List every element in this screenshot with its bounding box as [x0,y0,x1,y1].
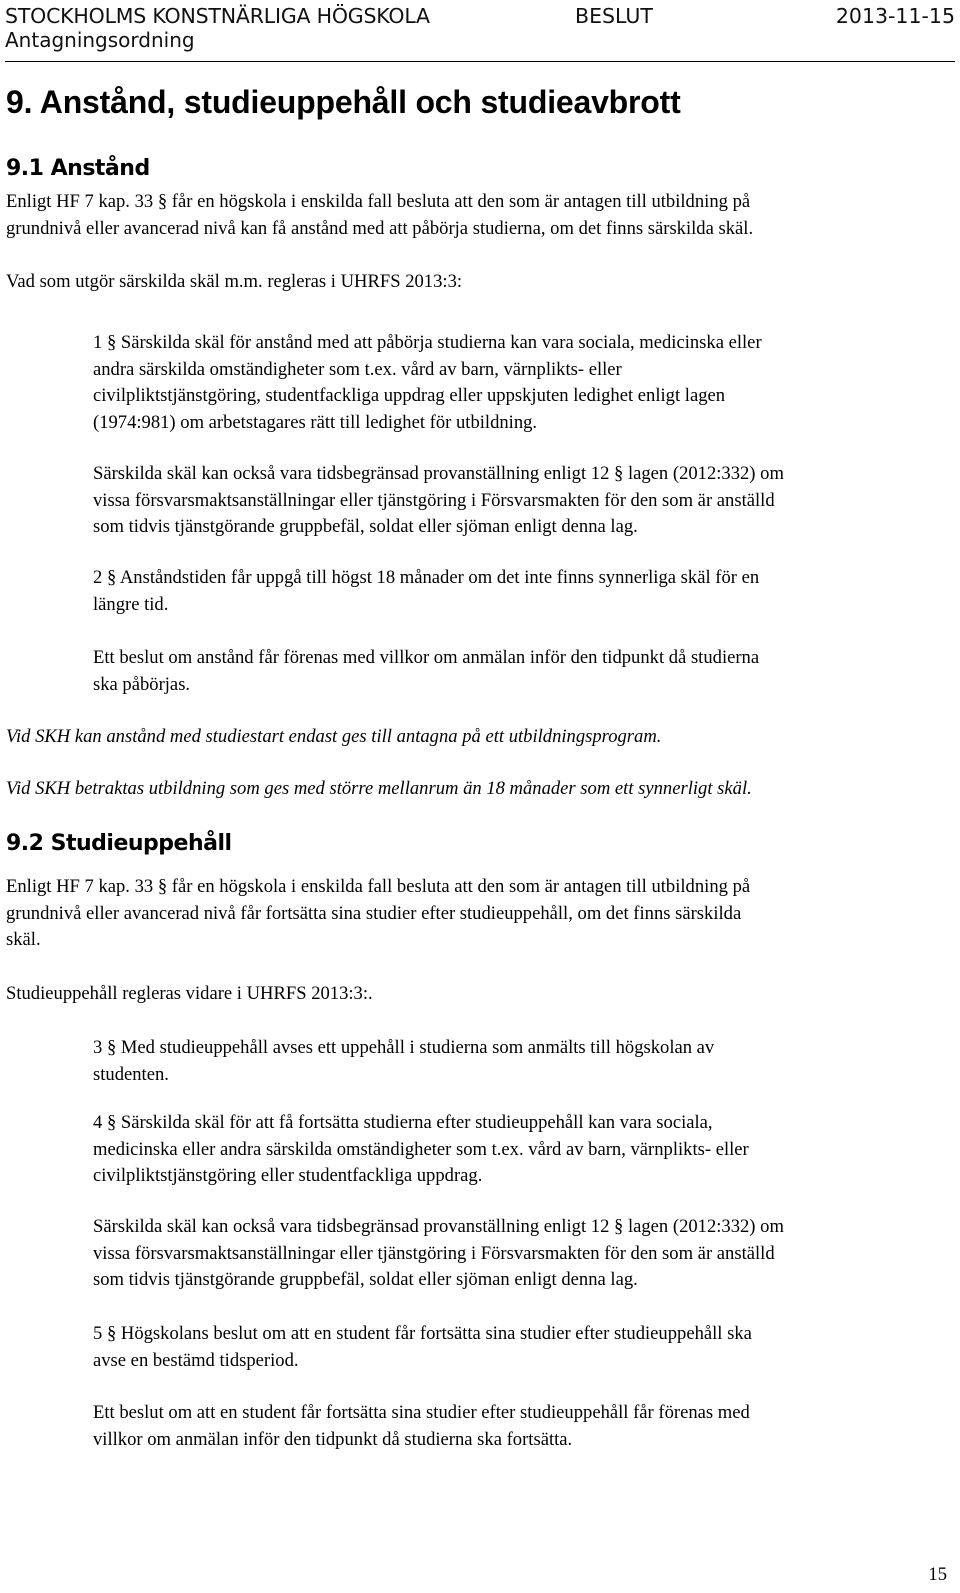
page-number: 15 [928,1564,947,1585]
document-type: Antagningsordning [5,28,195,52]
quoted-paragraph: Särskilda skäl kan också vara tidsbegränsad provanställning enligt 12 § lagen (2012:332) om vissa försvarsmaktsanställningar eller tjänstgöring i Försvarsmakten för den som är anställd som tidvis tjänstgörande gruppbefäl, soldat eller sjöman enligt denna lag. [93,1216,784,1290]
paragraph: Enligt HF 7 kap. 33 § får en högskola i enskilda fall besluta att den som är antagen till utbildning på grundnivå eller avancerad nivå får fortsätta sina studier efter studieuppehåll, om det finns särskilda skäl. [6,876,751,950]
document-date: 2013-11-15 [835,4,955,28]
quoted-paragraph: 4 § Särskilda skäl för att få fortsätta studierna efter studieuppehåll kan vara sociala, medicinska eller andra särskilda omständigheter som t.ex. vård av barn, värnplikts- eller civilpliktstjänstgöring eller studentfackliga uppdrag. [93,1112,749,1186]
paragraph: Studieuppehåll regleras vidare i UHRFS 2013:3:. [6,983,373,1004]
quoted-paragraph: 3 § Med studieuppehåll avses ett uppehåll i studierna som anmälts till högskolan av studenten. [93,1037,715,1085]
paragraph: Enligt HF 7 kap. 33 § får en högskola i enskilda fall besluta att den som är antagen till utbildning på grundnivå eller avancerad nivå kan få anstånd med att påbörja studierna, om det finns särskilda skäl. [6,191,754,239]
skh-note: Vid SKH kan anstånd med studiestart endast ges till antagna på ett utbildningsprogram. [6,726,662,747]
institution-name: STOCKHOLMS KONSTNÄRLIGA HÖGSKOLA [5,4,430,28]
quoted-paragraph: Ett beslut om anstånd får förenas med villkor om anmälan inför den tidpunkt då studierna ska påbörjas. [93,647,760,695]
section-heading-anstand: 9.1 Anstånd [6,156,150,181]
section-heading-studieuppehall: 9.2 Studieuppehåll [6,831,232,856]
quoted-paragraph: Särskilda skäl kan också vara tidsbegränsad provanställning enligt 12 § lagen (2012:332) om vissa försvarsmaktsanställningar eller tjänstgöring i Försvarsmakten för den som är anställd som tidvis tjänstgörande gruppbefäl, soldat eller sjöman enligt denna lag. [93,463,784,537]
skh-note: Vid SKH betraktas utbildning som ges med större mellanrum än 18 månader som ett synnerligt skäl. [6,778,752,799]
quoted-paragraph: 1 § Särskilda skäl för anstånd med att påbörja studierna kan vara sociala, medicinska eller andra särskilda omständigheter som t.ex. vård av barn, värnplikts- eller civilpliktstjänstgöring, studentfackliga uppdrag eller uppskjuten ledighet enligt lagen (1974:981) om arbetstagares rätt till ledighet för utbildning. [93,332,762,433]
quoted-paragraph: Ett beslut om att en student får fortsätta sina studier efter studieuppehåll får förenas med villkor om anmälan inför den tidpunkt då studierna ska fortsätta. [93,1402,750,1450]
header-divider [5,61,955,62]
paragraph: Vad som utgör särskilda skäl m.m. regleras i UHRFS 2013:3: [6,271,463,292]
quoted-paragraph: 5 § Högskolans beslut om att en student får fortsätta sina studier efter studieuppehåll ska avse en bestämd tidsperiod. [93,1323,752,1371]
decision-label: BESLUT [575,4,653,28]
page-header [5,4,955,52]
page-title: 9. Anstånd, studieuppehåll och studieavbrott [6,84,681,120]
quoted-paragraph: 2 § Anståndstiden får uppgå till högst 18 månader om det inte finns synnerliga skäl för en längre tid. [93,567,760,615]
